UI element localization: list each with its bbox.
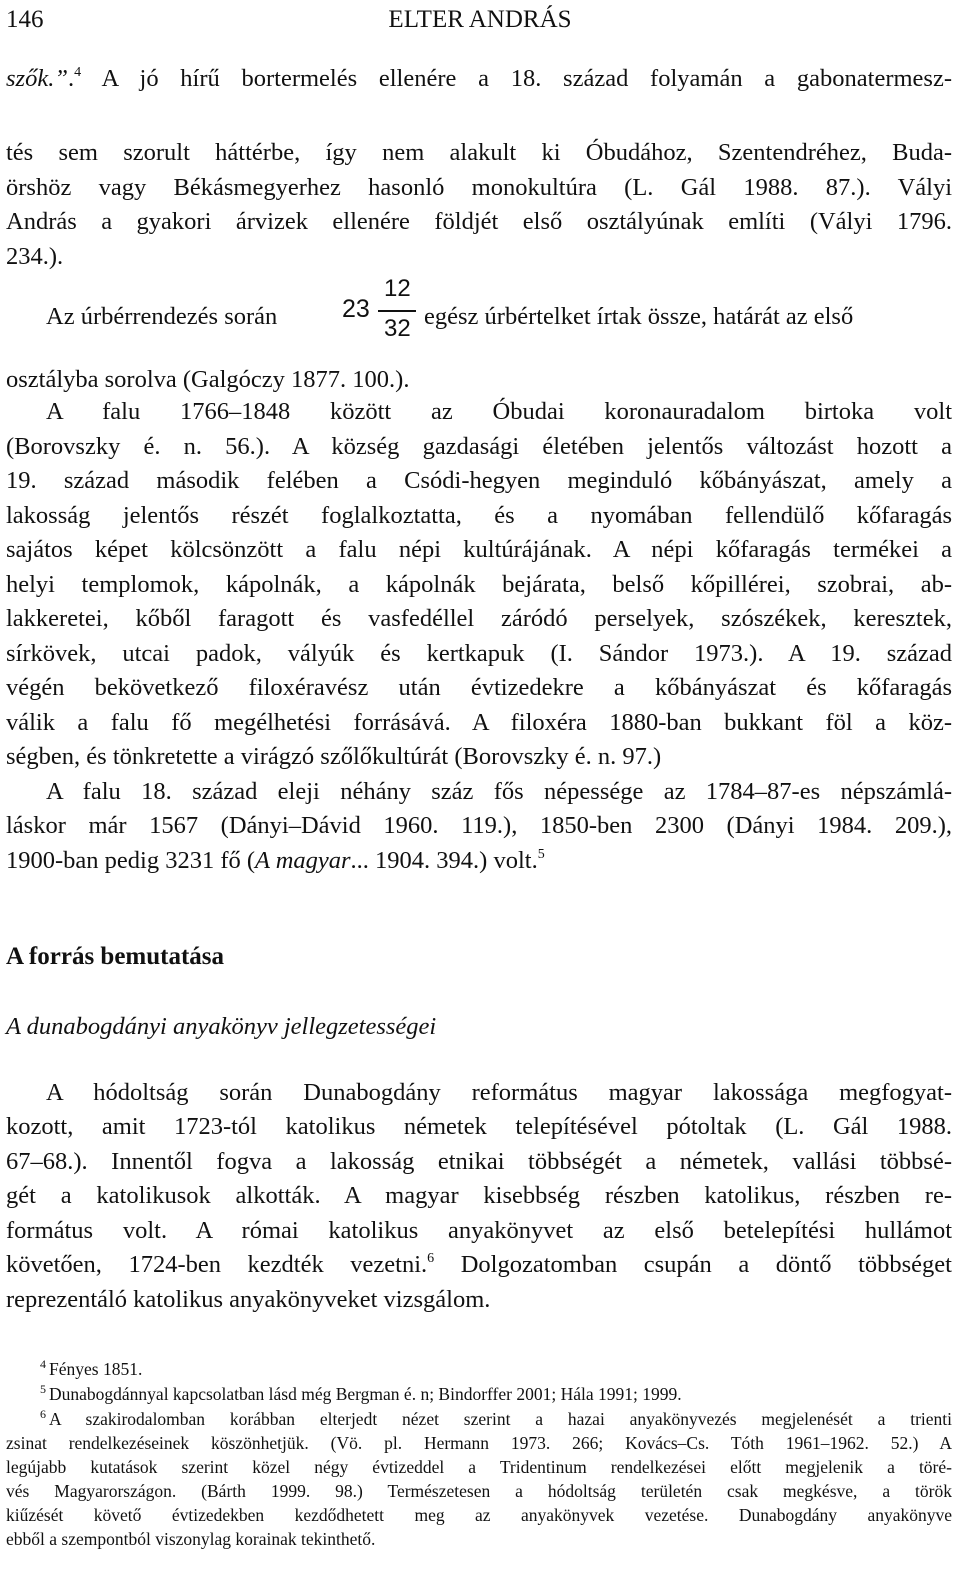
text-line: 234.).: [6, 243, 64, 270]
subsection-heading: A dunabogdányi anyakönyv jellegzetességei: [6, 1013, 437, 1040]
text-line: András a gyakori árvizek ellenére földjét első osztályúnak említi (Vályi 1796.: [6, 208, 952, 235]
line-text: ... 1904. 394.) volt.: [350, 847, 538, 874]
footnote-text: Dunabogdánnyal kapcsolatban lásd még Bergman é. n; Bindorffer 2001; Hála 1991; 1999.: [49, 1384, 682, 1404]
footnote-ref-4[interactable]: 4: [74, 65, 82, 80]
text-line: kozott, amit 1723-tól katolikus németek telepítésével pótoltak (L. Gál 1988.: [6, 1113, 952, 1140]
italic-quote: szők.”: [6, 65, 68, 92]
text-line: [6, 844, 952, 878]
running-title: ELTER ANDRÁS: [388, 6, 572, 33]
mixed-fraction: [342, 275, 412, 358]
text-line: válik a falu fő megélhetési forrásává. A filoxéra 1880-ban bukkant föl a köz-: [6, 709, 952, 736]
footnote-line: legújabb kutatások szerint közel négy évtizeddel a Tridentinum rendelkezései előtt megjelenik a töré-: [6, 1457, 952, 1477]
text-line: 67–68.). Innentől fogva a lakosság etnikai többségét a németek, vallási többsé-: [6, 1148, 952, 1175]
punctuation: .: [67, 65, 75, 92]
text-line: osztályba sorolva (Galgóczy 1877. 100.).: [6, 366, 410, 393]
italic-title: A magyar: [255, 847, 351, 874]
footnote-number: 4: [40, 1357, 46, 1371]
text-line: sajátos képet kölcsönzött a falu népi kultúrájának. A népi kőfaragás termékei a: [6, 536, 952, 563]
line-text: 1900-ban pedig 3231 fő (: [6, 847, 256, 874]
line-text: Dolgozatomban csupán a döntő többséget: [434, 1251, 952, 1278]
text-line: A falu 1766–1848 között az Óbudai koronauradalom birtoka volt: [46, 398, 952, 425]
text-line: helyi templomok, kápolnák, a kápolnák bejárata, belső kőpillérei, szobrai, ab-: [6, 571, 952, 598]
line-text: egész úrbértelket írtak össze, határát az első: [424, 303, 854, 330]
footnote-line: zsinat rendelkezéseinek köszönhetjük. (Vö. pl. Hermann 1973. 266; Kovács–Cs. Tóth 1961–1962. 52.) A: [6, 1433, 952, 1453]
footnote-4: [40, 1358, 952, 1382]
footnote-line: vés Magyarországon. (Bárth 1999. 98.) Természetesen a hódoltság területén csak megkésve, a török: [6, 1481, 952, 1501]
footnote-ref-6[interactable]: 6: [427, 1251, 435, 1266]
fraction-numerator: 12: [384, 275, 411, 302]
line-text: követően, 1724-ben kezdték vezetni.: [6, 1251, 428, 1278]
page-number: 146: [6, 6, 44, 33]
text-line: [6, 62, 952, 96]
fraction-denominator: 32: [384, 315, 411, 342]
line-text: Az úrbérrendezés során: [46, 303, 278, 330]
text-line: formátus volt. A római katolikus anyakönyvet az első betelepítési hullámot: [6, 1217, 952, 1244]
page-header: [6, 2, 954, 38]
text-line: A hódoltság során Dunabogdány református magyar lakossága megfogyat-: [46, 1079, 952, 1106]
fraction-line: [46, 275, 952, 344]
section-heading: A forrás bemutatása: [6, 943, 225, 970]
fraction-whole: 23: [342, 295, 370, 323]
text-line: tés sem szorult háttérbe, így nem alakult ki Óbudához, Szentendréhez, Buda-: [6, 139, 952, 166]
text-line: sírkövek, utcai padok, vályúk és kertkapuk (I. Sándor 1973.). A 19. század: [6, 640, 952, 667]
footnote-ref-5[interactable]: 5: [537, 847, 545, 862]
footnote-number: 6: [40, 1407, 46, 1421]
text-line: lakkeretei, kőből faragott és vasfedéllel záródó perselyek, szószékek, keresztek,: [6, 605, 952, 632]
text-line: (Borovszky é. n. 56.). A község gazdasági életében jelentős változást hozott a: [6, 433, 952, 460]
text-line: reprezentáló katolikus anyakönyveket vizsgálom.: [6, 1286, 491, 1313]
text-line: végén bekövetkező filoxéravész után évtizedekre a kőbányászat és kőfaragás: [6, 674, 952, 701]
text-line: [6, 1248, 952, 1282]
footnote-number: 5: [40, 1382, 46, 1396]
text-line: láskor már 1567 (Dányi–Dávid 1960. 119.), 1850-ben 2300 (Dányi 1984. 209.),: [6, 812, 952, 839]
text-line: A falu 18. század eleji néhány száz fős népessége az 1784–87-es népszámlá-: [46, 778, 952, 805]
text-line: gét a katolikusok alkották. A magyar kisebbség részben katolikus, részben re-: [6, 1182, 952, 1209]
footnote-line: ebből a szempontból viszonylag korainak tekinthető.: [6, 1529, 376, 1549]
text-line: ségben, és tönkretette a virágzó szőlőkultúrát (Borovszky é. n. 97.): [6, 743, 662, 770]
footnote-line: kiűzését követő évtizedekben kezdődhetett meg az anyakönyvek vezetése. Dunabogdány anyakönyve: [6, 1505, 952, 1525]
text-line: 19. század második felében a Csódi-hegyen meginduló kőbányászat, amely a: [6, 467, 952, 494]
text-line: örshöz vagy Békásmegyerhez hasonló monokultúra (L. Gál 1988. 87.). Vályi: [6, 174, 952, 201]
footnote-text: Fényes 1851.: [49, 1359, 143, 1379]
line-text: A jó hírű bortermelés ellenére a 18. század folyamán a gabonatermesz-: [81, 65, 952, 92]
footnote-5: [40, 1383, 952, 1407]
footnote-text: A szakirodalomban korábban elterjedt nézet szerint a hazai anyakönyvezés megjelenését a trienti: [49, 1409, 952, 1429]
footnote-6: [40, 1408, 952, 1432]
text-line: lakosság jelentős részét foglalkoztatta, és a nyomában fellendülő kőfaragás: [6, 502, 952, 529]
